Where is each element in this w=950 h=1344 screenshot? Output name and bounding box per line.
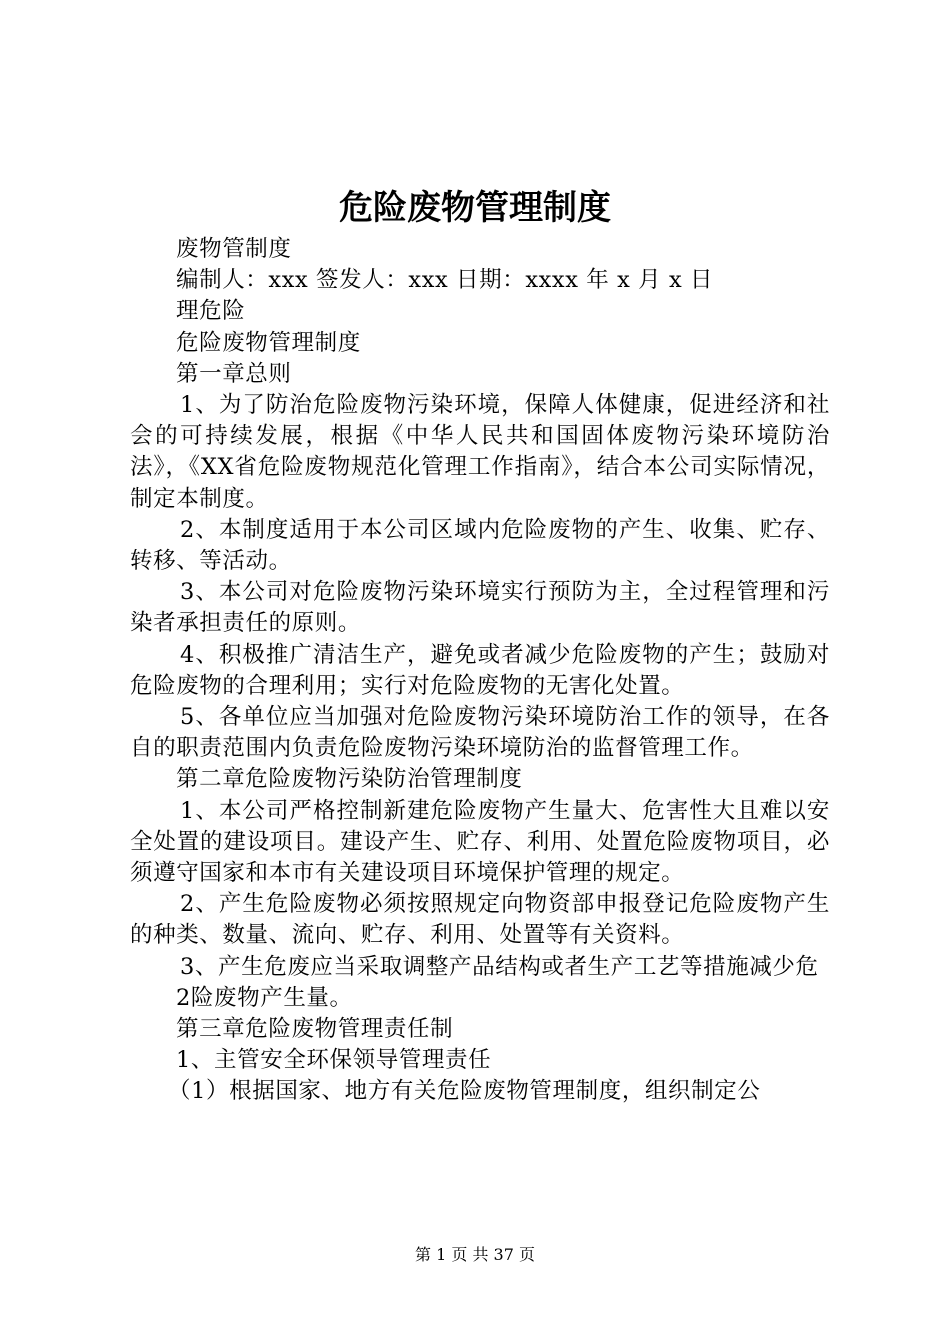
text-line: 废物管制度	[176, 236, 292, 262]
text-line: 理危险	[176, 298, 246, 325]
document-title: 危险废物管理制度	[339, 188, 611, 228]
page-number: 第 1 页 共 37 页	[415, 1245, 535, 1264]
paragraph: 5、各单位应当加强对危险废物污染环境防治工作的领导，在各自的职责范围内负责危险废物污染环境防治的监督管理工作。	[130, 704, 830, 762]
author-line: 编制人：xxx 签发人：xxx 日期：xxxx 年 x 月 x 日	[176, 267, 714, 294]
paragraph: （1）根据国家、地方有关危险废物管理制度，组织制定公	[168, 1078, 761, 1105]
chapter-heading: 第一章总则	[176, 360, 292, 387]
document-body	[130, 234, 830, 1108]
chapter-heading: 第三章危险废物管理责任制	[176, 1016, 454, 1043]
paragraph: 2、本制度适用于本公司区域内危险废物的产生、收集、贮存、转移、等活动。	[130, 516, 830, 575]
section-heading: 1、主管安全环保领导管理责任	[176, 1047, 492, 1074]
paragraph: 2、产生危险废物必须按照规定向物资部申报登记危险废物产生的种类、数量、流向、贮存、利用、处置等有关资料。	[130, 891, 830, 949]
paragraph: 2险废物产生量。	[176, 984, 353, 1011]
paragraph: 1、为了防治危险废物污染环境，保障人体健康，促进经济和社会的可持续发展，根据《中华人民共和国固体废物污染环境防治法》，《XX省危险废物规范化管理工作指南》，结合本公司实际情况，制定本制度。	[130, 392, 830, 512]
chapter-heading: 第二章危险废物污染防治管理制度	[176, 766, 523, 793]
paragraph: 3、本公司对危险废物污染环境实行预防为主，全过程管理和污染者承担责任的原则。	[130, 579, 830, 637]
paragraph: 1、本公司严格控制新建危险废物产生量大、危害性大且难以安全处置的建设项目。建设产生、贮存、利用、处置危险废物项目，必须遵守国家和本市有关建设项目环境保护管理的规定。	[130, 797, 830, 887]
paragraph: 4、积极推广清洁生产，避免或者减少危险废物的产生；鼓励对危险废物的合理利用；实行对危险废物的无害化处置。	[130, 641, 830, 699]
paragraph: 3、产生危废应当采取调整产品结构或者生产工艺等措施减少危	[180, 953, 819, 980]
subtitle-line: 危险废物管理制度	[176, 329, 361, 356]
